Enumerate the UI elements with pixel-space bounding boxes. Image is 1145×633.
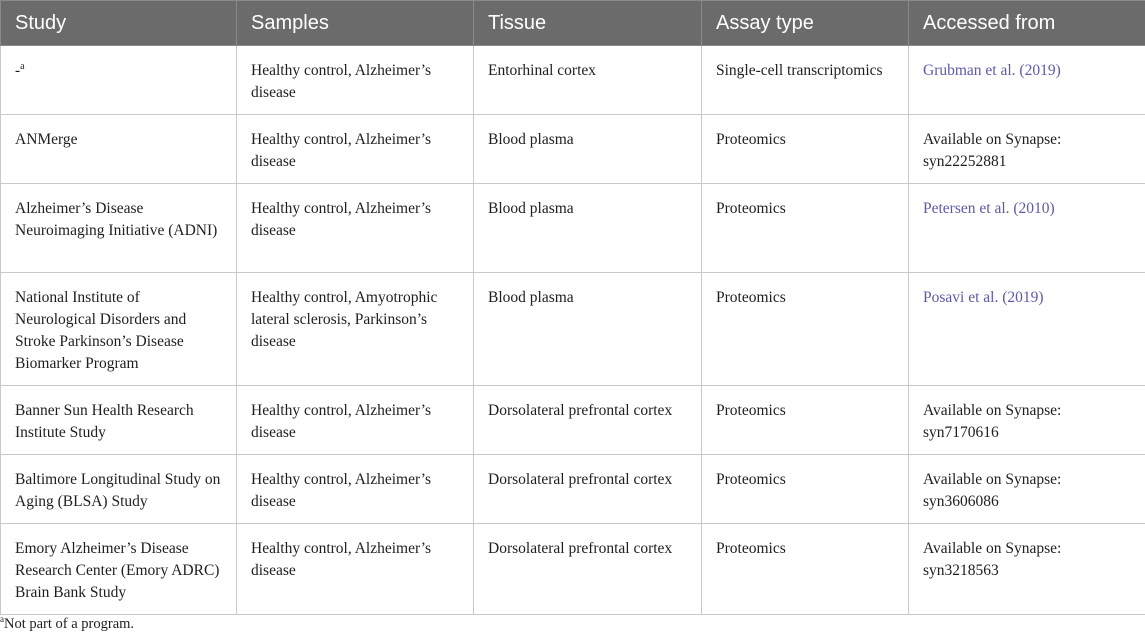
cell-tissue: Dorsolateral prefrontal cortex: [474, 386, 702, 455]
citation-link[interactable]: Grubman et al. (2019): [909, 46, 1145, 115]
cell-tissue: Dorsolateral prefrontal cortex: [474, 455, 702, 524]
column-header-samples: Samples: [237, 1, 474, 46]
cell-samples: Healthy control, Alzheimer’s disease: [237, 455, 474, 524]
cell-samples: Healthy control, Alzheimer’s disease: [237, 524, 474, 615]
table-row: [1, 46, 1145, 115]
cell-study: Emory Alzheimer’s Disease Research Center (Emory ADRC) Brain Bank Study: [1, 524, 237, 615]
cell-tissue: Dorsolateral prefrontal cortex: [474, 524, 702, 615]
cell-assay-type: Proteomics: [702, 273, 909, 386]
cell-study: Baltimore Longitudinal Study on Aging (BLSA) Study: [1, 455, 237, 524]
cell-accessed-from: Available on Synapse: syn3606086: [909, 455, 1145, 524]
citation-link[interactable]: Petersen et al. (2010): [909, 184, 1145, 273]
citation-link[interactable]: Posavi et al. (2019): [909, 273, 1145, 386]
cell-assay-type: Proteomics: [702, 386, 909, 455]
cell-study: ANMerge: [1, 115, 237, 184]
footnote-marker[interactable]: a: [20, 60, 25, 72]
cell-tissue: Blood plasma: [474, 273, 702, 386]
cell-samples: Healthy control, Alzheimer’s disease: [237, 115, 474, 184]
column-header-assay-type: Assay type: [702, 1, 909, 46]
column-header-accessed-from: Accessed from: [909, 1, 1145, 46]
cell-study: National Institute of Neurological Disorders and Stroke Parkinson’s Disease Biomarker Program: [1, 273, 237, 386]
column-header-tissue: Tissue: [474, 1, 702, 46]
table-row: [1, 386, 1145, 455]
table-footnote: [0, 616, 134, 633]
column-header-study: Study: [1, 1, 237, 46]
cell-samples: Healthy control, Amyotrophic lateral sclerosis, Parkinson’s disease: [237, 273, 474, 386]
cell-samples: Healthy control, Alzheimer’s disease: [237, 184, 474, 273]
table-row: [1, 455, 1145, 524]
table-row: [1, 524, 1145, 615]
footnote-text: Not part of a program.: [4, 616, 135, 632]
cell-assay-type: Proteomics: [702, 184, 909, 273]
cell-samples: Healthy control, Alzheimer’s disease: [237, 386, 474, 455]
cell-assay-type: Proteomics: [702, 455, 909, 524]
cell-accessed-from: Available on Synapse: syn22252881: [909, 115, 1145, 184]
cell-assay-type: Single-cell transcriptomics: [702, 46, 909, 115]
cell-assay-type: Proteomics: [702, 524, 909, 615]
cell-accessed-from: Available on Synapse: syn3218563: [909, 524, 1145, 615]
table-row: [1, 115, 1145, 184]
table-header-row: [1, 1, 1145, 46]
cell-tissue: Blood plasma: [474, 184, 702, 273]
cell-study: [1, 46, 237, 115]
cell-tissue: Blood plasma: [474, 115, 702, 184]
cell-tissue: Entorhinal cortex: [474, 46, 702, 115]
cell-study: Banner Sun Health Research Institute Study: [1, 386, 237, 455]
cell-study: Alzheimer’s Disease Neuroimaging Initiative (ADNI): [1, 184, 237, 273]
cell-assay-type: Proteomics: [702, 115, 909, 184]
cell-accessed-from: Available on Synapse: syn7170616: [909, 386, 1145, 455]
footnote-mark: a: [0, 614, 4, 625]
table-row: [1, 273, 1145, 386]
cell-samples: Healthy control, Alzheimer’s disease: [237, 46, 474, 115]
study-name: -: [15, 62, 21, 79]
table-row: [1, 184, 1145, 273]
